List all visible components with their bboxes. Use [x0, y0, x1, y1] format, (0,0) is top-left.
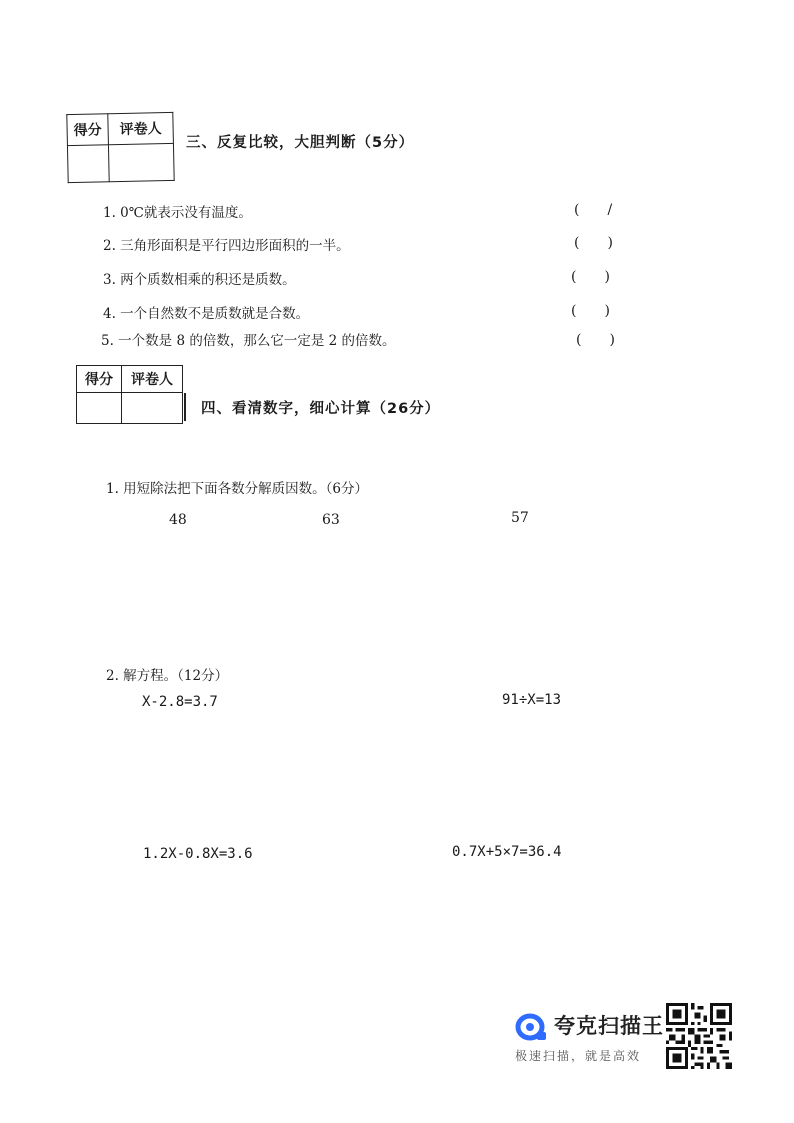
score-label: 得分: [77, 366, 122, 393]
answer-paren-3[interactable]: ( ): [571, 269, 610, 285]
factor-number-2: 63: [322, 512, 340, 528]
brand-name: 夸克扫描王: [554, 1014, 664, 1038]
section4-title: 四、看清数字，细心计算（26分）: [201, 401, 441, 417]
grader-label: 评卷人: [108, 112, 174, 144]
judge-question-3: 3. 两个质数相乘的积还是质数。: [103, 272, 296, 288]
judge-question-5: 5. 一个数是 8 的倍数，那么它一定是 2 的倍数。: [101, 333, 396, 349]
qr-code-icon: [666, 1003, 732, 1069]
equation-4: 0.7X+5×7=36.4: [452, 844, 562, 860]
answer-paren-1[interactable]: ( /: [574, 202, 613, 218]
section3-title: 三、反复比较，大胆判断（5分）: [186, 135, 415, 151]
quark-logo-icon: [515, 1012, 549, 1042]
judge-question-1: 1. 0℃就表示没有温度。: [103, 205, 252, 221]
equation-2: 91÷X=13: [502, 692, 562, 708]
box-divider: [184, 393, 186, 421]
judge-question-2: 2. 三角形面积是平行四边形面积的一半。: [103, 238, 350, 254]
score-cell[interactable]: [77, 393, 122, 424]
score-cell[interactable]: [67, 145, 109, 183]
grader-cell[interactable]: [122, 393, 183, 424]
score-box-section4: [76, 365, 183, 424]
answer-paren-4[interactable]: ( ): [571, 303, 610, 319]
grader-label: 评卷人: [122, 366, 183, 393]
brand-slogan: 极速扫描，就是高效: [515, 1049, 642, 1063]
factor-number-3: 57: [511, 510, 529, 526]
factor-number-1: 48: [169, 512, 187, 528]
equation-section-title: 2. 解方程。（12分）: [106, 668, 229, 684]
score-label: 得分: [67, 114, 109, 146]
equation-1: X-2.8=3.7: [142, 694, 218, 710]
judge-question-4: 4. 一个自然数不是质数就是合数。: [103, 306, 310, 322]
grader-cell[interactable]: [108, 143, 174, 181]
equation-3: 1.2X-0.8X=3.6: [143, 846, 253, 862]
factorization-title: 1. 用短除法把下面各数分解质因数。（6分）: [106, 481, 369, 497]
answer-paren-5[interactable]: ( ): [576, 332, 615, 348]
score-box-section3: [66, 112, 174, 183]
answer-paren-2[interactable]: ( ): [574, 235, 613, 251]
